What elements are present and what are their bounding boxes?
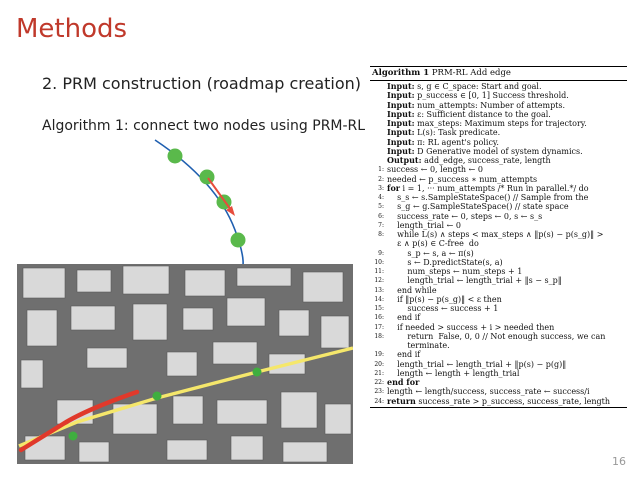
line-number: 9:	[378, 249, 384, 257]
line-text	[387, 276, 627, 285]
algorithm-line	[370, 202, 627, 211]
line-number	[370, 110, 387, 119]
algorithm-line	[370, 230, 627, 239]
line-keyword: return	[387, 396, 416, 406]
line-number	[370, 239, 387, 248]
algorithm-line	[370, 267, 627, 276]
line-keyword: Input:	[387, 82, 415, 91]
algorithm-line	[370, 397, 627, 406]
line-number: 6:	[378, 212, 384, 220]
line-keyword: Input:	[387, 91, 415, 101]
line-text	[387, 184, 627, 193]
line-number	[370, 82, 387, 91]
line-text	[387, 165, 627, 174]
occupancy-map	[17, 264, 353, 464]
line-text	[387, 378, 627, 387]
algorithm-box	[370, 66, 627, 408]
line-content: return False, 0, 0 // Not enough success, we can	[387, 331, 606, 341]
line-number: 4:	[378, 194, 384, 201]
line-number: 15:	[374, 305, 384, 312]
algorithm-line	[370, 323, 627, 332]
line-content: ε: Sufficient distance to the goal.	[417, 109, 551, 119]
line-text	[387, 221, 627, 230]
line-content: success_rate ← 0, steps ← 0, s ← s_s	[387, 211, 543, 221]
line-number: 11:	[374, 268, 384, 275]
page-number: 16	[612, 455, 626, 468]
algorithm-line	[370, 249, 627, 258]
algorithm-line	[370, 378, 627, 387]
algorithm-line	[370, 350, 627, 359]
algorithm-line	[370, 276, 627, 285]
algorithm-line	[370, 258, 627, 267]
algorithm-line	[370, 369, 627, 378]
algorithm-line	[370, 304, 627, 313]
line-content: s ← D.predictState(s, a)	[387, 257, 503, 267]
line-content: length ← length + length_trial	[387, 368, 520, 378]
line-text	[387, 295, 627, 304]
algorithm-line	[370, 193, 627, 202]
line-content: num_steps ← num_steps + 1	[387, 267, 523, 276]
line-number	[370, 341, 387, 350]
line-number: 7:	[378, 221, 384, 229]
section-subtitle: 2. PRM construction (roadmap creation)	[42, 74, 362, 93]
slide-title: Methods	[16, 14, 128, 44]
algorithm-heading	[370, 66, 627, 81]
line-content: p_success ∈ [0, 1] Success threshold.	[417, 91, 569, 101]
line-number: 8:	[378, 231, 384, 238]
line-keyword: Output:	[387, 156, 422, 165]
line-number: 24:	[374, 397, 384, 405]
line-number	[370, 138, 387, 147]
line-content: ε ∧ p(s) ∈ C-free do	[387, 239, 479, 249]
line-number	[370, 101, 387, 110]
line-content: end if	[387, 313, 421, 323]
algorithm-line	[370, 110, 627, 119]
line-content: i = 1, ··· num_attempts /* Run in parallel.*/ do	[402, 183, 589, 193]
line-content: while L(s) ∧ steps < max_steps ∧ ‖p(s) − p(s_g)‖ >	[387, 230, 604, 239]
line-text	[387, 397, 627, 406]
line-text	[387, 212, 627, 221]
line-text	[387, 258, 627, 267]
line-keyword: Input:	[387, 109, 415, 119]
roadmap-node	[168, 149, 183, 164]
line-content: s_s ← s.SampleStateSpace() // Sample from the	[387, 193, 589, 202]
algorithm-line	[370, 82, 627, 91]
line-text	[387, 350, 627, 359]
map-node	[153, 392, 162, 401]
algorithm-line	[370, 286, 627, 295]
line-number: 16:	[374, 314, 384, 322]
line-number: 12:	[374, 277, 384, 285]
line-content: D Generative model of system dynamics.	[417, 146, 583, 156]
line-number: 2:	[378, 175, 384, 183]
algorithm-line	[370, 156, 627, 165]
algorithm-label: Algorithm 1	[372, 68, 430, 78]
line-number	[370, 128, 387, 137]
line-text	[387, 360, 627, 369]
line-number: 23:	[374, 388, 384, 396]
algorithm-caption: Algorithm 1: connect two nodes using PRM-RL	[42, 118, 366, 134]
line-number	[370, 119, 387, 128]
line-text	[387, 138, 627, 147]
line-content: end while	[387, 285, 437, 295]
line-content: length_trial ← length_trial + ‖s − s_p‖	[387, 276, 562, 286]
line-content: if needed > success + i > needed then	[387, 322, 555, 332]
map-graphic	[17, 264, 353, 464]
line-content: π: RL agent's policy.	[417, 137, 499, 147]
algorithm-line	[370, 387, 627, 396]
line-number: 13:	[374, 286, 384, 294]
line-text	[387, 156, 627, 165]
algorithm-line	[370, 295, 627, 304]
algorithm-line	[370, 101, 627, 110]
algorithm-line	[370, 239, 627, 248]
line-number: 3:	[378, 184, 384, 192]
line-keyword: Input:	[387, 146, 415, 156]
map-node	[253, 368, 262, 377]
algorithm-line	[370, 313, 627, 322]
line-text	[387, 175, 627, 184]
line-keyword: Input:	[387, 137, 415, 147]
line-text	[387, 286, 627, 295]
line-content: needed ← p_success ∗ num_attempts	[387, 174, 538, 184]
algorithm-line	[370, 128, 627, 137]
line-number	[370, 91, 387, 100]
line-text	[387, 332, 627, 341]
line-text	[387, 119, 627, 128]
line-content: success ← 0, length ← 0	[387, 165, 483, 175]
line-content: add_edge, success_rate, length	[424, 156, 551, 165]
line-text	[387, 323, 627, 332]
line-content: s_g ← g.SampleStateSpace() // state space	[387, 202, 569, 212]
line-text	[387, 128, 627, 137]
algorithm-line	[370, 165, 627, 174]
line-content: end if	[387, 350, 421, 360]
line-text	[387, 147, 627, 156]
line-content: success_rate > p_success, success_rate, length	[418, 396, 610, 406]
line-text	[387, 101, 627, 110]
line-text	[387, 230, 627, 239]
line-content: s, g ∈ C_space: Start and goal.	[417, 82, 542, 91]
line-number: 14:	[374, 295, 384, 303]
algorithm-title: PRM-RL Add edge	[431, 68, 511, 78]
line-text	[387, 91, 627, 100]
algorithm-line	[370, 341, 627, 350]
line-number: 20:	[374, 360, 384, 368]
line-number: 18:	[374, 332, 384, 340]
line-text	[387, 369, 627, 378]
line-number: 10:	[374, 258, 384, 266]
line-number: 19:	[374, 351, 384, 359]
line-content: s_p ← s, a ← π(s)	[387, 248, 474, 258]
line-content: max_steps: Maximum steps for trajectory.	[417, 119, 587, 128]
line-keyword: end for	[387, 378, 420, 387]
algorithm-line	[370, 147, 627, 156]
line-content: success ← success + 1	[387, 304, 499, 313]
line-text	[387, 341, 627, 350]
algorithm-line	[370, 138, 627, 147]
line-keyword: Input:	[387, 119, 415, 128]
line-text	[387, 202, 627, 211]
line-text	[387, 239, 627, 248]
algorithm-line	[370, 221, 627, 230]
line-text	[387, 110, 627, 119]
line-text	[387, 313, 627, 322]
line-number: 17:	[374, 323, 384, 331]
line-text	[387, 304, 627, 313]
line-number	[370, 147, 387, 156]
line-content: length_trial ← 0	[387, 220, 461, 230]
line-keyword: Input:	[387, 100, 415, 110]
line-text	[387, 267, 627, 276]
line-content: if ‖p(s) − p(s_g)‖ < ε then	[387, 294, 502, 304]
line-content: L(s): Task predicate.	[417, 128, 501, 138]
line-text	[387, 249, 627, 258]
algorithm-line	[370, 212, 627, 221]
algorithm-line	[370, 360, 627, 369]
line-keyword: Input:	[387, 128, 415, 138]
line-text	[387, 193, 627, 202]
line-text	[387, 387, 627, 396]
line-content: num_attempts: Number of attempts.	[417, 100, 566, 110]
line-number: 5:	[378, 203, 384, 211]
algorithm-line	[370, 91, 627, 100]
algorithm-line	[370, 119, 627, 128]
line-keyword: for	[387, 183, 400, 193]
line-number: 22:	[374, 379, 384, 386]
line-number	[370, 156, 387, 165]
line-content: length_trial ← length_trial + ‖p(s) − p(g)‖	[387, 359, 567, 369]
line-content: terminate.	[387, 341, 450, 350]
algorithm-line	[370, 184, 627, 193]
line-text	[387, 82, 627, 91]
algorithm-line	[370, 175, 627, 184]
roadmap-node	[231, 233, 246, 248]
algorithm-lines	[370, 81, 627, 408]
map-node	[69, 432, 78, 441]
line-number: 1:	[378, 166, 384, 174]
algorithm-line	[370, 332, 627, 341]
line-content: length ← length/success, success_rate ← success/i	[387, 387, 590, 397]
line-number: 21:	[374, 369, 384, 377]
